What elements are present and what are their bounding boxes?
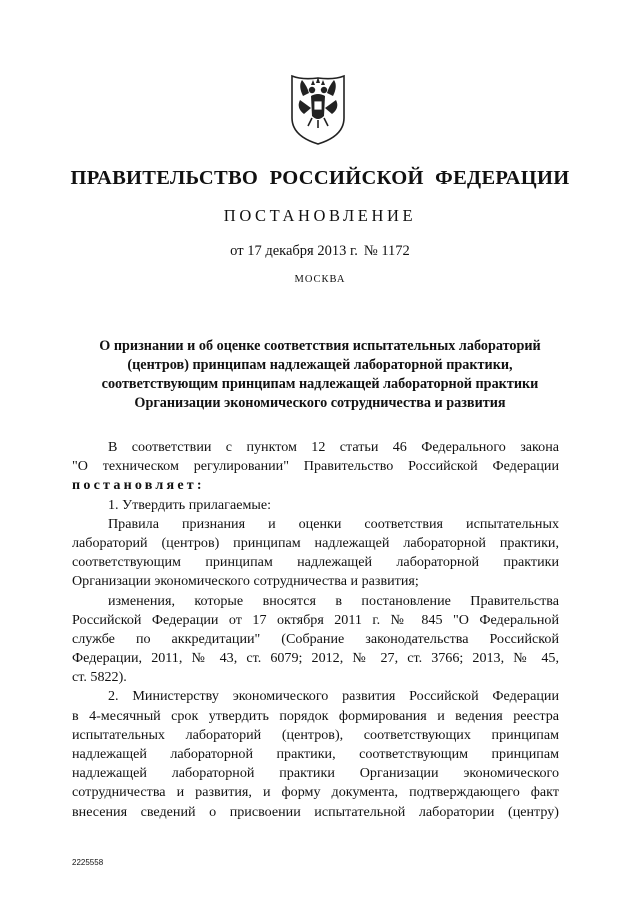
paragraph-line: службе по аккредитации" (Собрание законодательства Российской: [72, 630, 559, 647]
item-2-line: испытательных лабораторий (центров), соответствующих принципам: [72, 726, 559, 743]
coat-of-arms-emblem: [278, 56, 358, 146]
paragraph-line: Организации экономического сотрудничества и развития;: [72, 573, 419, 590]
document-type: ПОСТАНОВЛЕНИЕ: [223, 206, 417, 225]
document-heading: [64, 337, 576, 413]
heading-line: соответствующим принципам надлежащей лабораторной практики: [101, 376, 539, 392]
item-1: 1. Утвердить прилагаемые:: [108, 496, 272, 513]
document-number: № 1172: [363, 243, 410, 259]
item-2-line: надлежащей лабораторной практики, соответствующим принципам: [72, 746, 559, 762]
russian-coat-of-arms-icon: [278, 56, 358, 146]
heading-line: Организации экономического сотрудничества и развития: [134, 395, 506, 411]
paragraph-line: соответствующим принципам надлежащей лабораторной практики: [72, 554, 559, 571]
paragraph-line: ст. 5822).: [72, 669, 127, 686]
paragraph-line: Федерации, 2011, № 43, ст. 6079; 2012, № 27, ст. 3766; 2013, № 45,: [72, 650, 559, 667]
paragraph-line: изменения, которые вносятся в постановление Правительства: [108, 592, 559, 609]
item-2-line: надлежащей лабораторной практики Организации экономического: [72, 765, 559, 782]
item-2-line: 2. Министерству экономического развития Российской Федерации: [108, 688, 559, 705]
heading-line: (центров) принципам надлежащей лабораторной практики,: [127, 357, 513, 373]
item-2-line: сотрудничества и развития, и форму документа, подтверждающего факт: [72, 784, 559, 801]
document-date-line: [0, 243, 640, 260]
document-code: 2225558: [72, 858, 104, 867]
item-2-line: внесения сведений о присвоении испытательной лаборатории (центру): [72, 803, 559, 820]
decree-word: постановляет:: [72, 477, 205, 494]
document-date: от 17 декабря 2013 г.: [230, 243, 358, 259]
document-city: МОСКВА: [294, 274, 346, 285]
government-title: ПРАВИТЕЛЬСТВО РОССИЙСКОЙ ФЕДЕРАЦИИ: [70, 167, 570, 189]
item-2-line: в 4-месячный срок утвердить порядок формирования и ведения реестра: [72, 707, 559, 724]
heading-line: О признании и об оценке соответствия испытательных лабораторий: [99, 338, 541, 354]
paragraph-line: Правила признания и оценки соответствия испытательных: [108, 515, 559, 532]
paragraph-line: Российской Федерации от 17 октября 2011 г. № 845 "О Федеральной: [72, 611, 559, 628]
paragraph-line: "О техническом регулировании" Правительство Российской Федерации: [72, 458, 559, 475]
paragraph-line: лабораторий (центров) принципам надлежащей лабораторной практики,: [72, 534, 559, 551]
paragraph-line: В соответствии с пунктом 12 статьи 46 Федерального закона: [108, 439, 559, 455]
document-body: [72, 438, 559, 822]
